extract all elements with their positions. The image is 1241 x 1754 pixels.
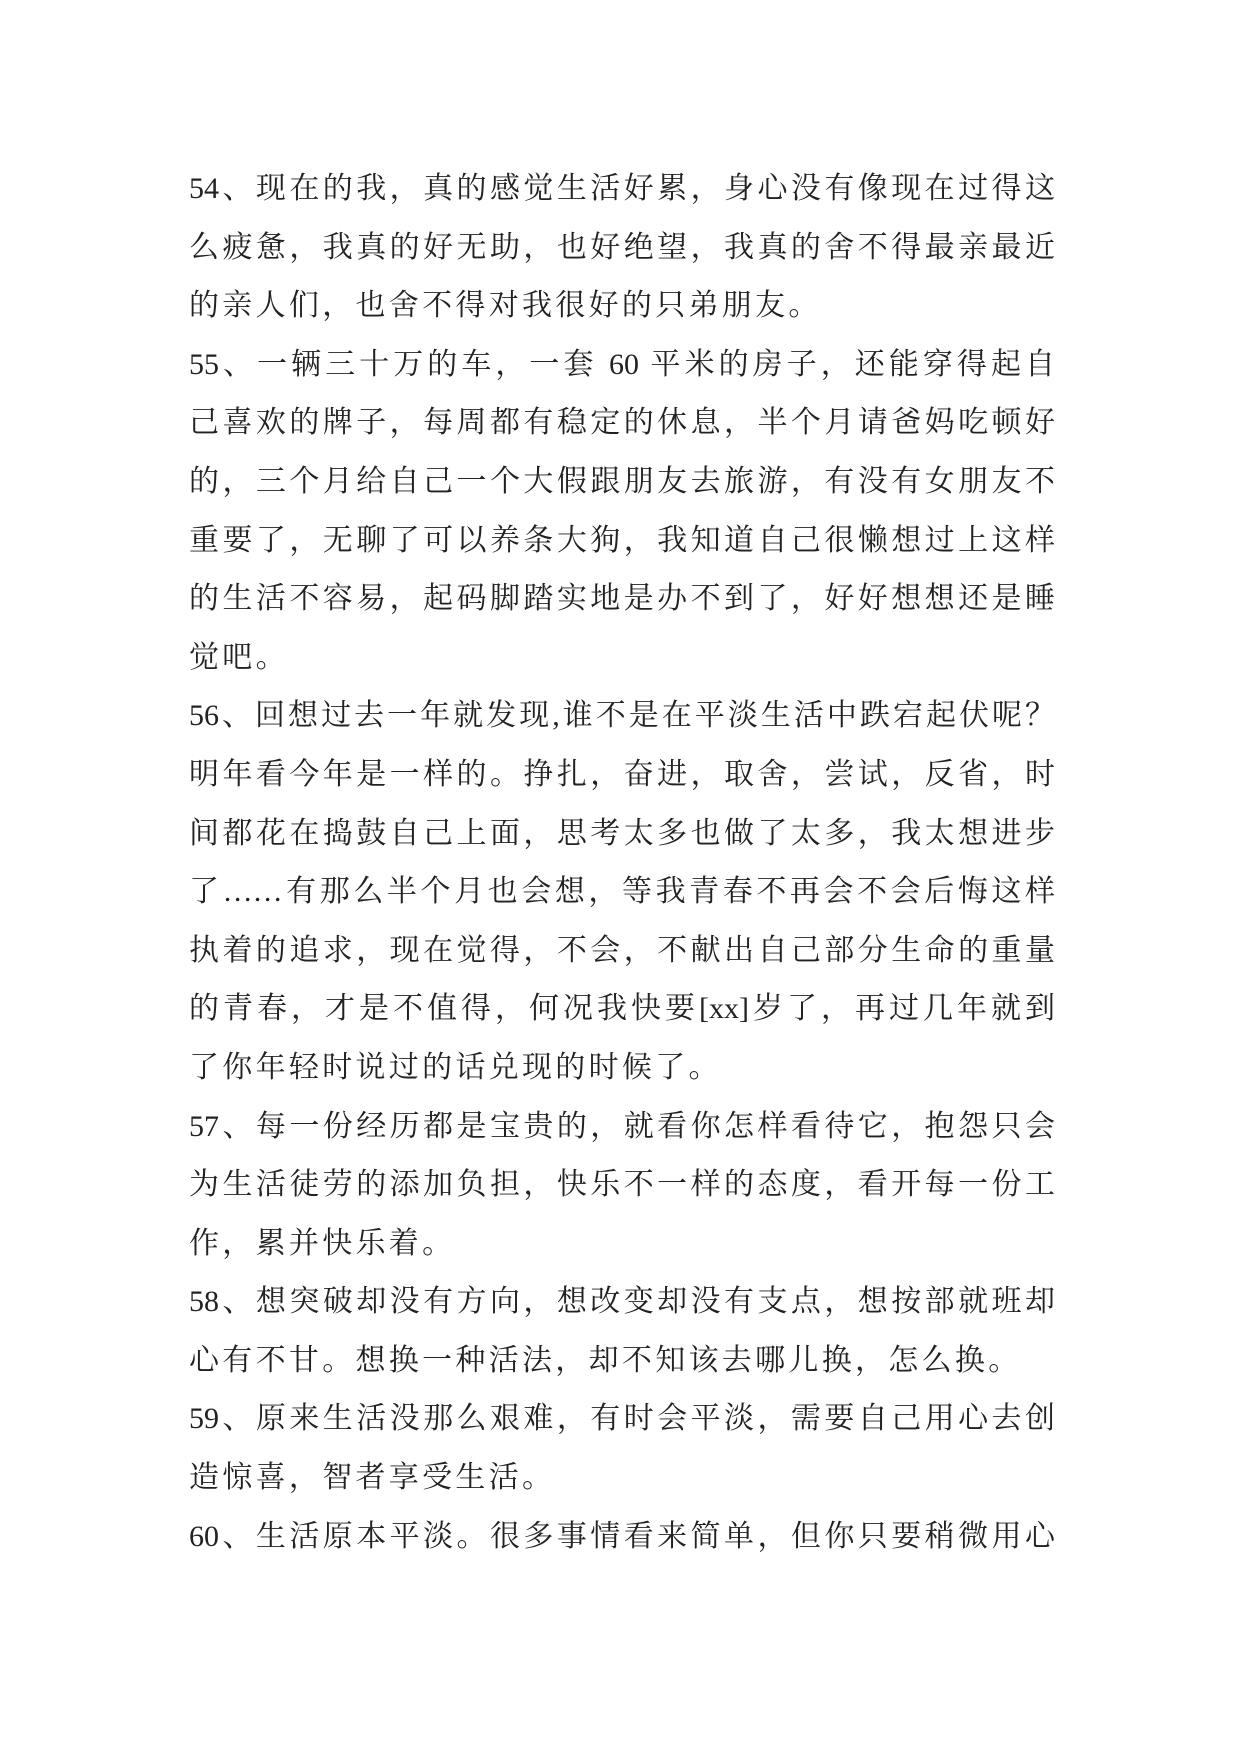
text-line: 心有不甘。想换一种活法，却不知该去哪儿换，怎么换。 <box>189 1343 1022 1377</box>
paragraph-59 <box>189 1390 1055 1507</box>
document-body <box>189 160 1055 1566</box>
text-line: 作，累并快乐着。 <box>189 1226 456 1260</box>
text-line: 的亲人们，也舍不得对我很好的只弟朋友。 <box>189 289 822 323</box>
text-line: 明年看今年是一样的。挣扎，奋进，取舍，尝试，反省，时 <box>189 757 1055 791</box>
text-line: 60、生活原本平淡。很多事情看来简单，但你只要稍微用心 <box>189 1519 1055 1553</box>
text-line: 的生活不容易，起码脚踏实地是办不到了，好好想想还是睡 <box>189 582 1055 616</box>
text-line: 56、回想过去一年就发现,谁不是在平淡生活中跌宕起伏呢？ <box>189 699 1055 733</box>
text-line: 了……有那么半个月也会想，等我青春不再会不会后悔这样 <box>189 875 1055 909</box>
text-line: 么疲惫，我真的好无助，也好绝望，我真的舍不得最亲最近 <box>189 230 1055 264</box>
text-line: 55、一辆三十万的车，一套 60 平米的房子，还能穿得起自 <box>189 347 1055 381</box>
text-line: 为生活徒劳的添加负担，快乐不一样的态度，看开每一份工 <box>189 1168 1055 1202</box>
text-line: 执着的追求，现在觉得，不会，不献出自己部分生命的重量 <box>189 933 1055 967</box>
text-line: 的青春，才是不值得，何况我快要[xx]岁了，再过几年就到 <box>189 992 1055 1026</box>
text-line: 重要了，无聊了可以养条大狗，我知道自己很懒想过上这样 <box>189 523 1055 557</box>
text-line: 造惊喜，智者享受生活。 <box>189 1461 556 1495</box>
paragraph-56 <box>189 687 1055 1097</box>
paragraph-60 <box>189 1508 1055 1567</box>
paragraph-57 <box>189 1098 1055 1274</box>
text-line: 觉吧。 <box>189 640 289 674</box>
text-line: 54、现在的我，真的感觉生活好累，身心没有像现在过得这 <box>189 172 1055 205</box>
paragraph-55 <box>189 336 1055 688</box>
text-line: 间都花在捣鼓自己上面，思考太多也做了太多，我太想进步 <box>189 816 1055 850</box>
text-line: 的，三个月给自己一个大假跟朋友去旅游，有没有女朋友不 <box>189 464 1055 498</box>
text-line: 了你年轻时说过的话兑现的时候了。 <box>189 1050 722 1084</box>
text-line: 57、每一份经历都是宝贵的，就看你怎样看待它，抱怨只会 <box>189 1109 1055 1143</box>
paragraph-58 <box>189 1273 1055 1390</box>
text-line: 己喜欢的牌子，每周都有稳定的休息，半个月请爸妈吃顿好 <box>189 406 1055 440</box>
paragraph-54 <box>189 160 1055 336</box>
text-line: 58、想突破却没有方向，想改变却没有支点，想按部就班却 <box>189 1285 1055 1319</box>
text-line: 59、原来生活没那么艰难，有时会平淡，需要自己用心去创 <box>189 1402 1055 1436</box>
